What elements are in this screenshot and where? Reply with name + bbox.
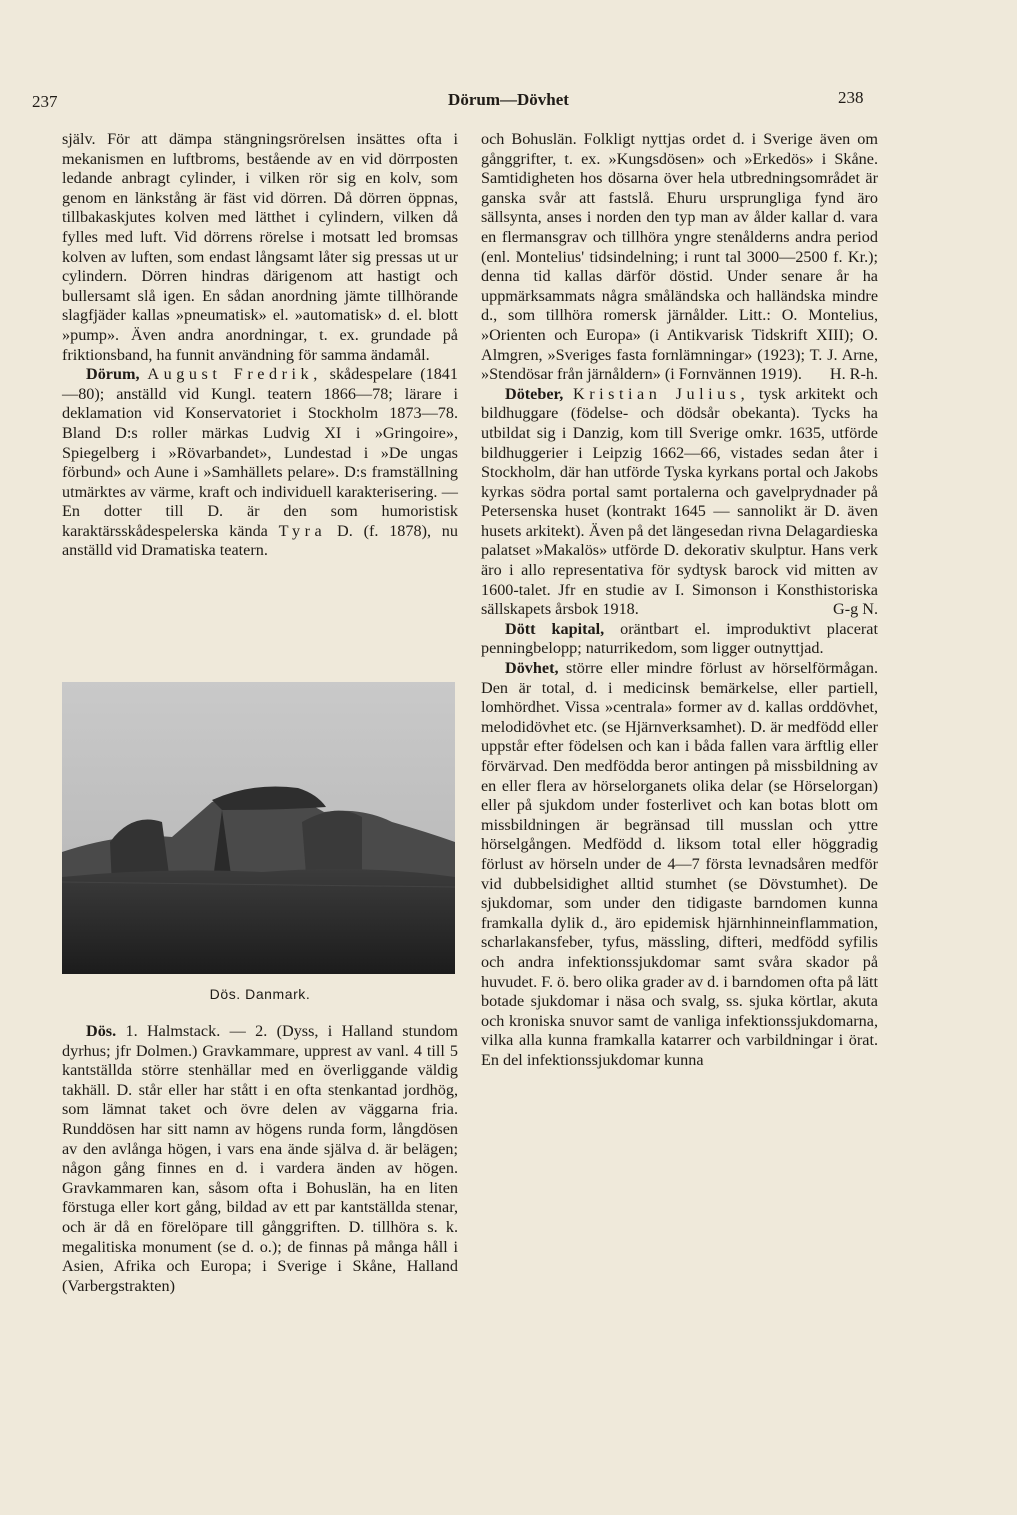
entry-dott-text: oräntbart el. improduktivt placerat penningbelopp; naturrikedom, som ligger outnyttjad. (481, 619, 878, 658)
spaced-name-doteber: Kristian Julius, (572, 384, 750, 403)
dolmen-photograph (62, 682, 455, 974)
entry-dorum (62, 365, 458, 561)
headword-dos: Dös. (86, 1022, 117, 1040)
left-column (62, 130, 458, 561)
headword-doteber: Döteber, (505, 384, 564, 403)
entry-dovhet-text: större eller mindre förlust av hörselförmågan. Den är total, d. i medicinsk bemärkelse, eller partiell, lomhördhet. Vissa »centrala» former av d. kallas orddövhet, melodidövhet etc. (se Hjärnverksamhet). D. är medfödd eller uppstår efter födelsen och kan i båda fallen vara ärftlig eller förvärvad. Den medfödda beror antingen på missbildning av en eller flera av hörselorganets olika delar (se Hörselorgan) eller på sjukdom under fosterlivet och kan botas blott om missbildningen är begränsad till musslan och yttre hörselgången. Medfödd d. liksom total eller höggradig förlust av hörseln under de 4—7 första levnadsåren medför vid dubbelsidighet alltid stumhet (se Dövstumhet). De sjukdomar, som under den tidigaste barndomen kunna framkalla dylik d., äro epidemisk hjärnhinneinflammation, scharlakansfeber, tyfus, mässling, difteri, medfödd syfilis och andra infektionssjukdomar samt svåra skador på huvudet. F. ö. bero olika grader av d. i barndomen ofta på lätt botade sjukdomar i näsa och svalg, ss. sjuka körtlar, akuta och kroniska snuvor samt de vanliga infektionssjukdomarna, vilka alla kunna framkalla katarrer och varbildningar i örat. En del infektionssjukdomar kunna (481, 659, 878, 1069)
entry-doteber-text: tysk arkitekt och bildhuggare (födelse- och dödsår obekanta). Tycks ha utbildat sig i Danzig, kom till Sverige omkr. 1635, utförde bildhuggerier i Leipzig 1662—66, vistades sedan åter i Stockholm, där han utförde Tyska kyrkans portal och Jakobs kyrkas södra portal samt portalerna och gavelprydnader på Petersenska huset (kontrakt 1645 — sannolikt är D. även husets arkitekt). Även på det längesedan rivna Delagardieska palatset »Makalös» utförde D. dekorativ skulptur. Hans verk äro i allo representativa för sydtysk barock vid mitten av 1600-talet. Jfr en studie av I. Simonson i Konsthistoriska sällskapets årsbok 1918. (481, 384, 879, 619)
entry-dorum-end: D. (f. 1878), nu anställd vid Dramatiska teatern. (62, 521, 458, 560)
entry-dott-kapital (481, 620, 878, 659)
running-head: Dörum—Dövhet (448, 90, 569, 109)
right-column (481, 130, 878, 1071)
headword-dott-kapital: Dött kapital, (505, 619, 605, 638)
entry-dos (62, 1022, 458, 1296)
dolmen-image (62, 682, 455, 974)
entry-dovhet (481, 659, 878, 1070)
entry-dos-text: 1. Halmstack. — 2. (Dyss, i Halland stundom dyrhus; jfr Dolmen.) Gravkammare, upprest av vanl. 4 till 5 kantställda större stenhällar med en överliggande väldig takhäll. D. står eller har stått i en ofta stenkantad jordhög, som lämnat taket och övre delen av väggarna fria. Runddösen har sitt namn av högens runda form, långdösen av den avlånga högen, i vars ena ände själva d. är belägen; någon gång finnes en d. i vardera änden av högen. Gravkammaren kan, såsom ofta i Bohuslän, ha en liten förstuga eller kort gång, bildad av ett par kantställda stenar, och är då en förelöpare till gånggriften. D. tillhöra s. k. megalitiska monument (se d. o.); de finnas på många håll i Asien, Afrika och Europa; i Sverige i Skåne, Halland (Varbergstrakten) (62, 1022, 458, 1295)
paragraph-door-brake: själv. För att dämpa stängningsrörelsen insättes ofta i mekanismen en luftbroms, bestående av en vid dörrposten ledande anbragt cylinder, i vilken rör sig en kolv, som genom en länkstång är fäst vid dörren. Då dörren öppnas, tillbakaskjutes kolven med lätthet i cylindern, vilken då fylles med luft. Vid dörrens rörelse i motsatt led bromsas kolven av luften, som endast långsamt låter sig pressas ut ur cylindern. Dörren hindras därigenom att hastigt och bullersamt slå igen. En sådan anordning jämte tillhörande slagfjäder kallas »pneumatisk» el. »automatisk» d. el. blott »pump». Även andra anordningar, t. ex. grundade på friktionsband, ha funnit användning för samma ändamål. (62, 130, 458, 364)
paragraph-dos-continued (481, 130, 878, 385)
spaced-name-dorum: August Fredrik, (147, 365, 322, 384)
entry-doteber (481, 385, 878, 620)
figure-caption: Dös. Danmark. (209, 986, 311, 1002)
left-column-lower (62, 1022, 458, 1296)
author-signature-ggn: G-g N. (833, 600, 878, 619)
spaced-name-tyra: Tyra (278, 521, 327, 540)
page-number-left: 237 (32, 92, 58, 111)
dos-continued-text: och Bohuslän. Folkligt nyttjas ordet d. i Sverige även om gånggrifter, t. ex. »Kungsdösen» och »Erkedös» i Skåne. Samtidigheten hos dösarna över hela utbredningsområdet är ganska svår att fastslå. Ehuru ursprungliga fynd äro sällsynta, anses i norden den typ man av ålder kallar d. vara en flermansgrav och tillhöra yngre stenålderns andra period (enl. Montelius' tidsindelning; i runt tal 3000—2500 f. Kr.); denna tid kallas därför döstid. Under senare år ha uppmärksammats några småländska och halländska mindre d., som tillhöra romersk järnålder. Litt.: O. Montelius, »Orienten och Europa» (i Antikvarisk Tidskrift XIII); O. Almgren, »Sveriges fasta fornlämningar» (1923); T. J. Arne, »Stendösar från järnåldern» (i Fornvännen 1919). (481, 130, 878, 384)
headword-dovhet: Dövhet, (505, 659, 559, 678)
entry-dorum-text: skådespelare (1841—80); anställd vid Kungl. teatern 1866—78; lärare i deklamation vid Konservatoriet i Stockholm 1873—78. Bland D:s roller märkas Ludvig XI i »Gringoire», Spiegelberg i »Rövarbandet», Lundestad i »De ungas förbund» och Aune i »Samhällets pelare». D:s framställning utmärktes av värme, kraft och individuell karakterisering. — En dotter till D. är den som humoristisk karaktärsskådespelerska kända (62, 365, 458, 540)
page-number-right: 238 (838, 88, 864, 107)
author-signature-hrh: H. R-h. (829, 365, 878, 384)
headword-dorum: Dörum, (86, 365, 140, 384)
